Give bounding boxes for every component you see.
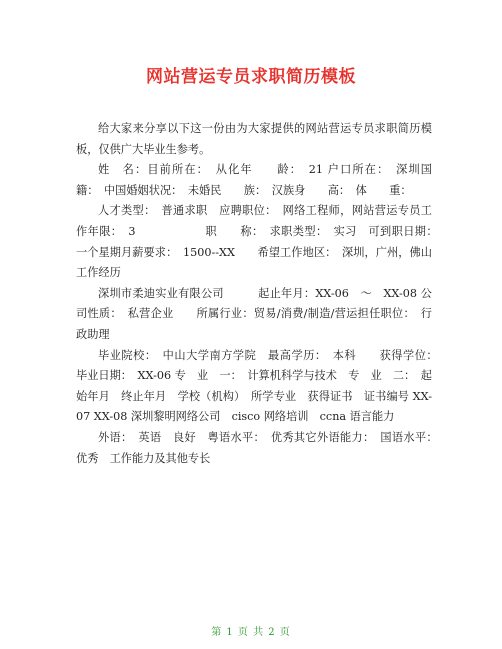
paragraph-job-intent: 人才类型： 普通求职 应聘职位： 网络工程师，网站营运专员工作年限： 3 职 称： 求职类型： 实习 可到职日期： 一个星期月薪要求： 1500--XX 希望工作地区： 深圳，广州，佛山工作经历 bbox=[76, 204, 444, 280]
paragraph-languages: 外语： 英语 良好 粤语水平： 优秀其它外语能力： 国语水平： 优秀 工作能力及其他专长 bbox=[76, 430, 444, 465]
document-body bbox=[76, 119, 455, 469]
paragraph-work-experience: 深圳市柔迪实业有限公司 起止年月：XX-06 ～ XX-08 公司性质： 私营企业 所属行业：贸易/消费/制造/营运担任职位： 行政助理 bbox=[76, 286, 432, 341]
page-number-footer: 第 1 页 共 2 页 bbox=[211, 627, 291, 638]
page-title: 网站营运专员求职简历模板 bbox=[146, 67, 356, 87]
paragraph-intro: 给大家来分享以下这一份由为大家提供的网站营运专员求职简历模板，仅供广大毕业生参考。 bbox=[76, 122, 432, 156]
paragraph-education: 毕业院校： 中山大学南方学院 最高学历： 本科 获得学位： 毕业日期： XX-06 专 业 一： 计算机科学与技术 专 业 二： 起始年月 终止年月 学校（机构） 所学专业 获得证书 证书编号 XX-07 XX-08 深圳黎明网络公司 cisco 网络培训 ccna 语言能力 bbox=[76, 348, 444, 424]
paragraph-personal-info: 姓 名：目前所在： 从化年 龄： 21 户口所在： 深圳国 籍： 中国婚姻状况： 未婚民 族： 汉族身 高： 体 重： bbox=[76, 163, 455, 197]
